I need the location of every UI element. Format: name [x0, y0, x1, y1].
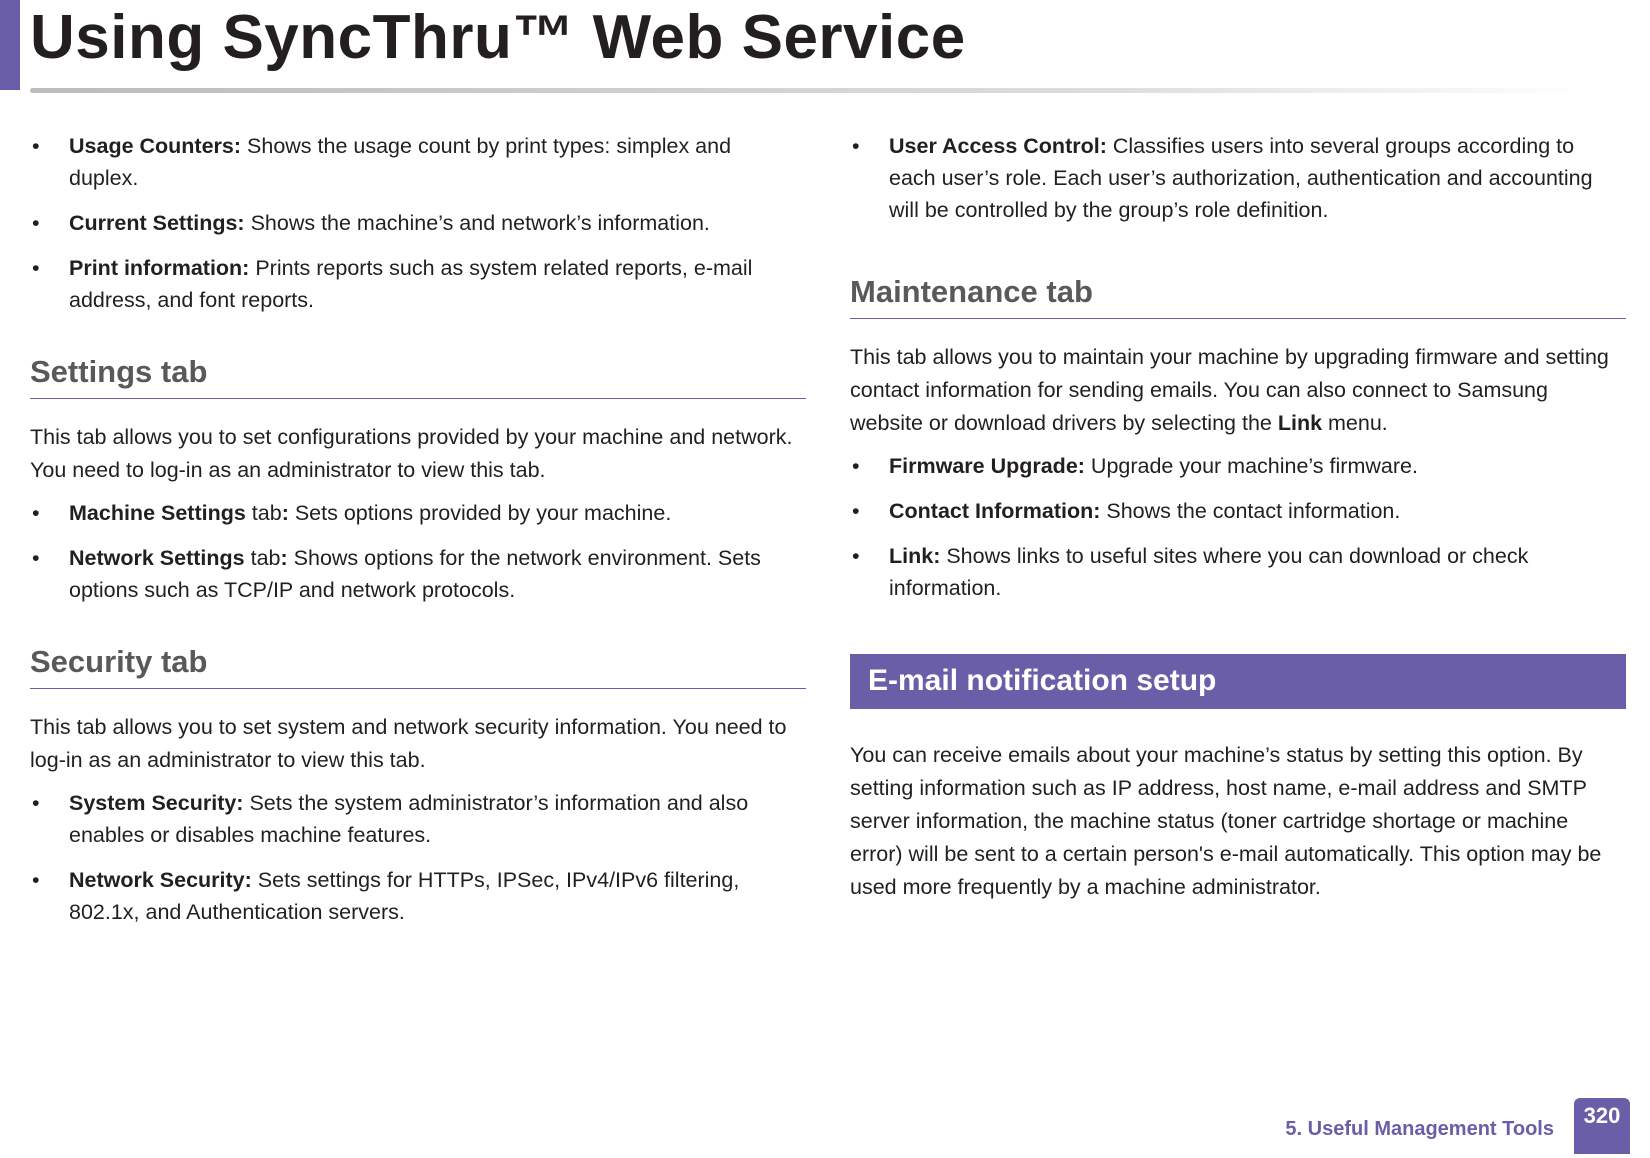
intro-bullet-list [30, 130, 806, 316]
settings-bullet-list [30, 497, 806, 606]
bullet-text: Shows the machine’s and network’s information. [244, 211, 710, 235]
bullet-icon: • [32, 211, 40, 235]
bullet-suffix: tab [244, 546, 281, 570]
settings-tab-paragraph: This tab allows you to set configurations provided by your machine and network. You need to log-in as an administrator to view this tab. [30, 425, 793, 482]
bullet-suffix: tab [245, 501, 282, 525]
page-footer [1285, 1098, 1630, 1158]
bullet-colon: : [280, 546, 288, 570]
title-accent-bar [0, 0, 20, 90]
list-item [30, 787, 806, 851]
bullet-term: Machine Settings [69, 501, 246, 525]
bullet-icon: • [32, 134, 40, 158]
right-column [850, 130, 1626, 914]
left-column [30, 130, 806, 941]
bullet-term: User Access Control: [889, 134, 1107, 158]
list-item [30, 207, 806, 239]
bullet-term: Network Security: [69, 868, 252, 892]
maintenance-tab-heading: Maintenance tab [850, 274, 1626, 319]
bullet-text: Shows the usage count by print types: simplex and duplex. [69, 134, 732, 190]
access-bullet-list [850, 130, 1626, 226]
email-notification-section-band: E-mail notification setup [850, 654, 1626, 709]
bullet-icon: • [32, 256, 40, 280]
bullet-text: Shows links to useful sites where you can download or check information. [889, 544, 1529, 600]
list-item [850, 495, 1626, 527]
bullet-icon: • [32, 868, 40, 892]
bullet-term: Print information: [69, 256, 250, 280]
bullet-icon: • [32, 501, 40, 525]
security-tab-paragraph: This tab allows you to set system and network security information. You need to log-in as an administrator to view this tab. [30, 715, 787, 772]
bullet-text: Shows the contact information. [1100, 499, 1401, 523]
bullet-text: Sets the system administrator’s information and also enables or disables machine features. [69, 791, 749, 847]
title-divider [30, 88, 1590, 93]
settings-tab-heading: Settings tab [30, 354, 806, 399]
footer-chapter-label: 5. Useful Management Tools [1285, 1118, 1554, 1140]
list-item [850, 540, 1626, 604]
list-item [30, 130, 806, 194]
bullet-text: Classifies users into several groups according to each user’s role. Each user’s authorization, authentication and accounting will be controlled by the group’s role definition. [889, 134, 1593, 222]
bullet-text: Upgrade your machine’s firmware. [1084, 454, 1418, 478]
bullet-icon: • [32, 791, 40, 815]
maintenance-tab-paragraph [850, 341, 1626, 440]
list-item [850, 130, 1626, 226]
bullet-colon: : [281, 501, 289, 525]
page-number-badge: 320 [1574, 1098, 1630, 1154]
bullet-term: Network Settings [69, 546, 245, 570]
bullet-term: Contact Information: [889, 499, 1101, 523]
list-item [30, 542, 806, 606]
bullet-text: Sets options provided by your machine. [288, 501, 672, 525]
bullet-text: Shows options for the network environment. Sets options such as TCP/IP and network protocols. [69, 546, 761, 602]
paragraph-text: menu. [1322, 411, 1388, 435]
list-item [30, 497, 806, 529]
bullet-term: Usage Counters: [69, 134, 242, 158]
bullet-term: System Security: [69, 791, 244, 815]
link-menu-term: Link [1277, 411, 1323, 435]
list-item [30, 252, 806, 316]
paragraph-text: This tab allows you to maintain your machine by upgrading firmware and setting contact information for sending emails. You can also connect to Samsung website or download drivers by selecting the [850, 345, 1609, 435]
maintenance-bullet-list [850, 450, 1626, 604]
bullet-term: Firmware Upgrade: [889, 454, 1085, 478]
security-bullet-list [30, 787, 806, 928]
bullet-text: Sets settings for HTTPs, IPSec, IPv4/IPv6 filtering, 802.1x, and Authentication servers. [69, 868, 740, 924]
bullet-term: Link: [889, 544, 941, 568]
bullet-term: Current Settings: [69, 211, 245, 235]
bullet-icon: • [852, 134, 860, 158]
bullet-icon: • [852, 499, 860, 523]
page-title: Using SyncThru™ Web Service [30, 3, 966, 72]
email-notification-paragraph: You can receive emails about your machine’s status by setting this option. By setting information such as IP address, host name, e-mail address and SMTP server information, the machine status (toner cartridge shortage or machine error) will be sent to a certain person's e-mail automatically. This option may be used more frequently by a machine administrator. [850, 743, 1602, 899]
bullet-icon: • [852, 454, 860, 478]
bullet-text: Prints reports such as system related reports, e-mail address, and font reports. [69, 256, 753, 312]
list-item [30, 864, 806, 928]
list-item [850, 450, 1626, 482]
security-tab-heading: Security tab [30, 644, 806, 689]
bullet-icon: • [852, 544, 860, 568]
bullet-icon: • [32, 546, 40, 570]
